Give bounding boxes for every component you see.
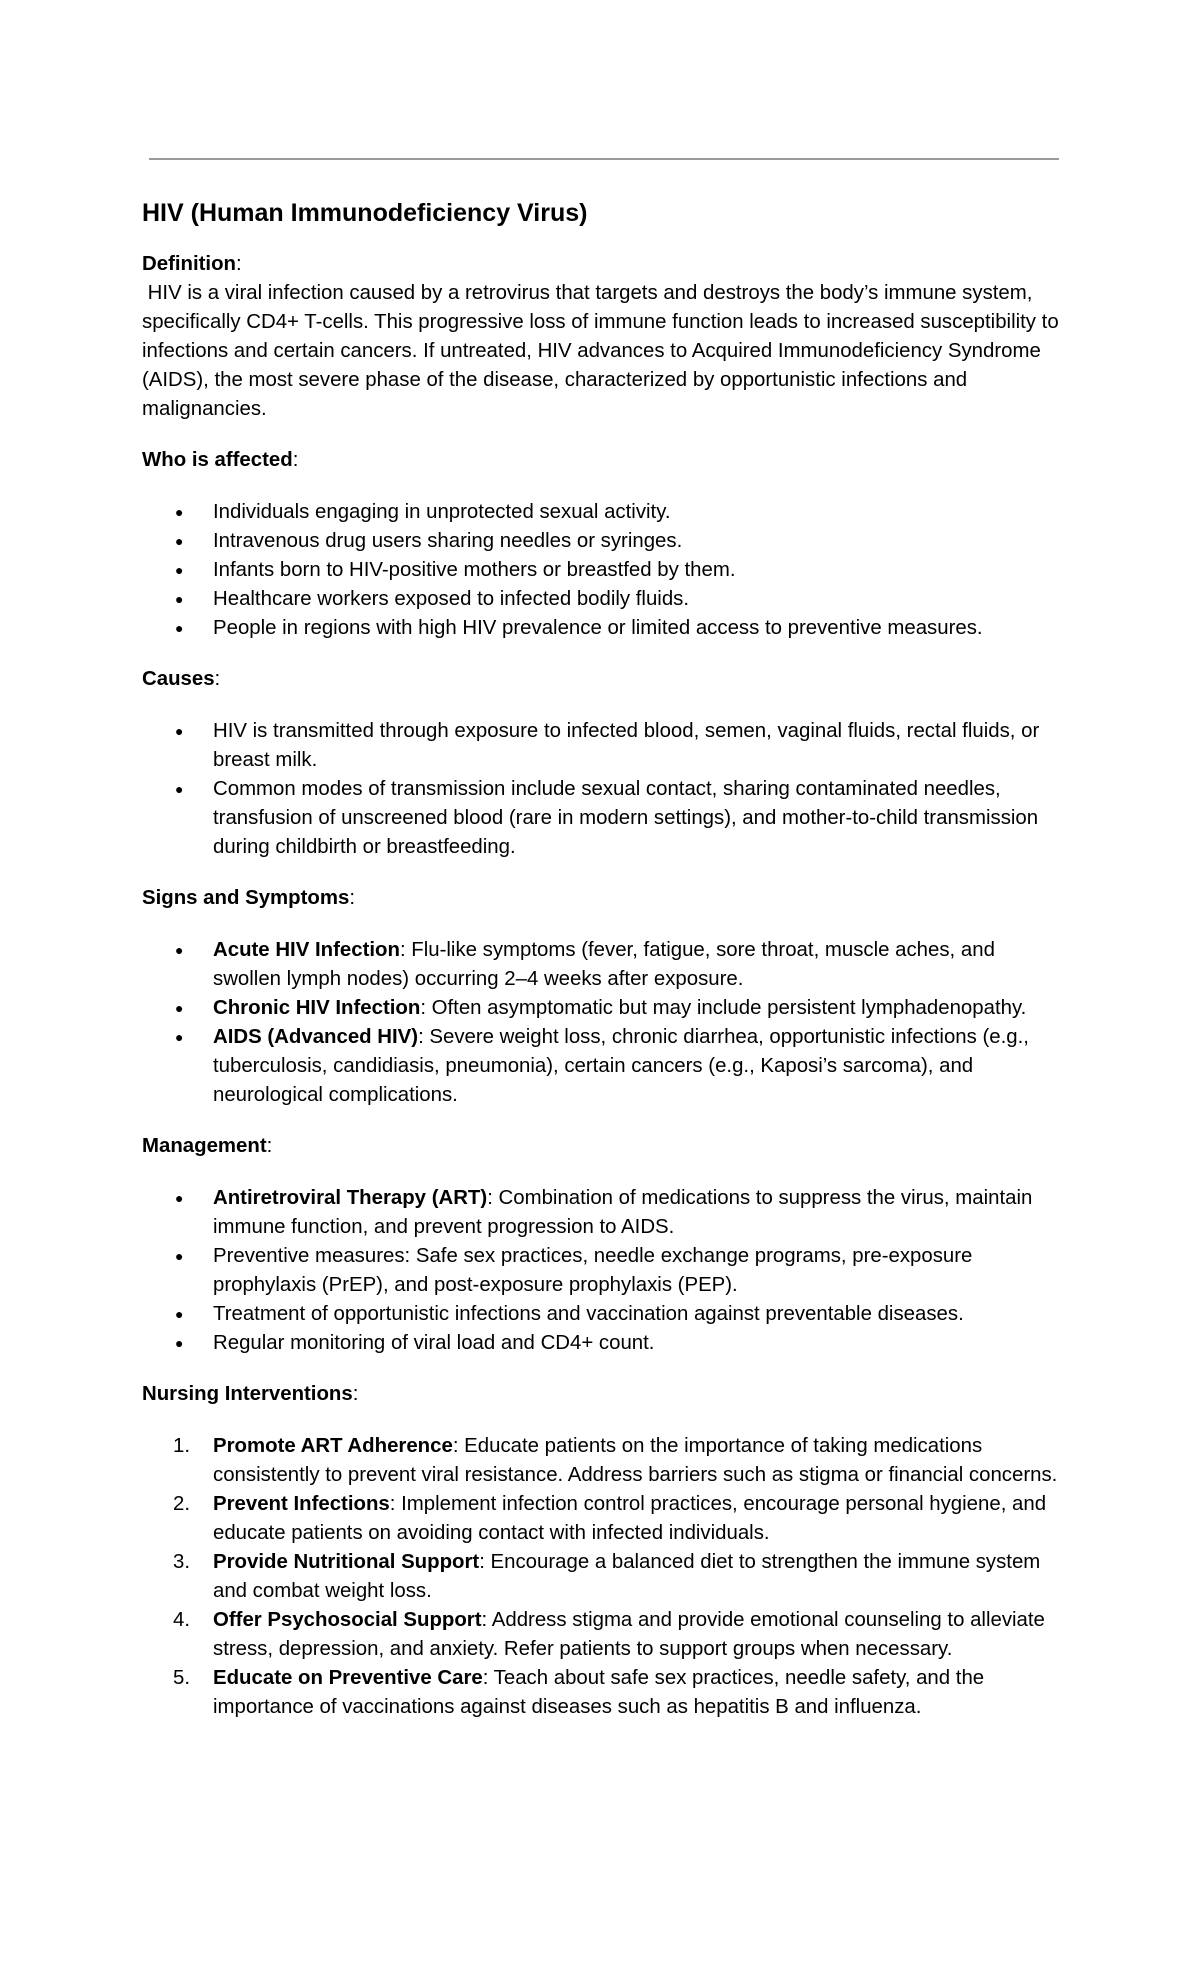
nursing-list bbox=[142, 1432, 1062, 1722]
causes-heading-colon: : bbox=[214, 668, 221, 690]
affected-heading-colon: : bbox=[292, 449, 299, 471]
management-heading-colon: : bbox=[266, 1135, 273, 1157]
list-item: ● Healthcare workers exposed to infected bodily fluids. bbox=[213, 585, 1062, 614]
symptoms-heading bbox=[142, 884, 1062, 913]
affected-heading-label: Who is affected bbox=[142, 449, 293, 471]
symptoms-heading-label: Signs and Symptoms bbox=[142, 887, 350, 909]
horizontal-divider bbox=[149, 158, 1059, 160]
list-item: ● Preventive measures: Safe sex practices, needle exchange programs, pre-exposure prophylaxis (PrEP), and post-exposure prophylaxis (PEP). bbox=[213, 1242, 1062, 1300]
list-number: 5. bbox=[173, 1667, 191, 1689]
symptoms-heading-colon: : bbox=[349, 887, 356, 909]
list-item bbox=[213, 994, 1062, 1023]
management-description: : Combination of medications to suppress the virus, maintain immune function, and prevent progression to AIDS. bbox=[213, 1187, 1033, 1238]
symptoms-list bbox=[142, 936, 1062, 1110]
document-content bbox=[142, 197, 1065, 1722]
causes-heading-label: Causes bbox=[142, 668, 215, 690]
list-item: ● Treatment of opportunistic infections and vaccination against preventable diseases. bbox=[213, 1300, 1062, 1329]
list-item bbox=[213, 1023, 1062, 1110]
symptom-description: : Flu-like symptoms (fever, fatigue, sore throat, muscle aches, and swollen lymph nodes) occurring 2–4 weeks after exposure. bbox=[213, 939, 995, 990]
intervention-term: Offer Psychosocial Support bbox=[213, 1609, 482, 1631]
definition-text: HIV is a viral infection caused by a retrovirus that targets and destroys the body’s immune system, specifically CD4+ T-cells. This progressive loss of immune function leads to increased susceptibility to infections and certain cancers. If untreated, HIV advances to Acquired Immunodeficiency Syndrome (AIDS), the most severe phase of the disease, characterized by opportunistic infections and malignancies. bbox=[142, 282, 1065, 420]
intervention-description: : Encourage a balanced diet to strengthen the immune system and combat weight loss. bbox=[213, 1551, 1041, 1602]
list-number: 2. bbox=[173, 1493, 191, 1515]
intervention-description: : Implement infection control practices, encourage personal hygiene, and educate patients on avoiding contact with infected individuals. bbox=[213, 1493, 1047, 1544]
list-number: 3. bbox=[173, 1551, 191, 1573]
list-number: 1. bbox=[173, 1435, 191, 1457]
causes-list bbox=[142, 717, 1062, 862]
management-list bbox=[142, 1184, 1062, 1358]
list-item: ● Regular monitoring of viral load and CD4+ count. bbox=[213, 1329, 1062, 1358]
intervention-term: Educate on Preventive Care bbox=[213, 1667, 483, 1689]
list-item bbox=[173, 1432, 1062, 1490]
nursing-heading-colon: : bbox=[352, 1383, 359, 1405]
list-number: 4. bbox=[173, 1609, 191, 1631]
list-item bbox=[173, 1664, 1062, 1722]
page-title: HIV (Human Immunodeficiency Virus) bbox=[142, 199, 588, 227]
list-item bbox=[173, 1606, 1062, 1664]
list-item: ● Infants born to HIV-positive mothers or breastfed by them. bbox=[213, 556, 1062, 585]
nursing-heading-label: Nursing Interventions bbox=[142, 1383, 353, 1405]
intervention-description: : Educate patients on the importance of taking medications consistently to prevent viral resistance. Address barriers such as stigma or financial concerns. bbox=[213, 1435, 1058, 1486]
list-item bbox=[173, 1548, 1062, 1606]
definition-heading-label: Definition bbox=[142, 253, 237, 275]
intervention-description: : Address stigma and provide emotional counseling to alleviate stress, depression, and anxiety. Refer patients to support groups when necessary. bbox=[213, 1609, 1045, 1660]
intervention-term: Prevent Infections bbox=[213, 1493, 390, 1515]
affected-list bbox=[142, 498, 1062, 643]
symptom-term: Chronic HIV Infection bbox=[213, 997, 421, 1019]
list-item: ● HIV is transmitted through exposure to infected blood, semen, vaginal fluids, rectal fluids, or breast milk. bbox=[213, 717, 1062, 775]
definition-heading bbox=[142, 250, 1062, 279]
list-item: ● People in regions with high HIV prevalence or limited access to preventive measures. bbox=[213, 614, 1062, 643]
causes-heading bbox=[142, 665, 1062, 694]
intervention-term: Provide Nutritional Support bbox=[213, 1551, 480, 1573]
definition-heading-colon: : bbox=[236, 253, 242, 275]
symptom-description: : Often asymptomatic but may include persistent lymphadenopathy. bbox=[420, 997, 1027, 1019]
symptom-term: Acute HIV Infection bbox=[213, 939, 400, 961]
list-item: ● Intravenous drug users sharing needles or syringes. bbox=[213, 527, 1062, 556]
management-heading-label: Management bbox=[142, 1135, 267, 1157]
list-item bbox=[213, 1184, 1062, 1242]
symptom-term: AIDS (Advanced HIV) bbox=[213, 1026, 419, 1048]
management-term: Antiretroviral Therapy (ART) bbox=[213, 1187, 488, 1209]
list-item: ● Common modes of transmission include sexual contact, sharing contaminated needles, transfusion of unscreened blood (rare in modern settings), and mother-to-child transmission during childbirth or breastfeeding. bbox=[213, 775, 1062, 862]
intervention-term: Promote ART Adherence bbox=[213, 1435, 453, 1457]
nursing-heading bbox=[142, 1380, 1062, 1409]
management-heading bbox=[142, 1132, 1062, 1161]
symptom-description: : Severe weight loss, chronic diarrhea, opportunistic infections (e.g., tuberculosis, candidiasis, pneumonia), certain cancers (e.g., Kaposi’s sarcoma), and neurological complications. bbox=[213, 1026, 1029, 1106]
intervention-description: : Teach about safe sex practices, needle safety, and the importance of vaccinations against diseases such as hepatitis B and influenza. bbox=[213, 1667, 985, 1718]
list-item bbox=[173, 1490, 1062, 1548]
list-item bbox=[213, 936, 1062, 994]
list-item: ● Individuals engaging in unprotected sexual activity. bbox=[213, 498, 1062, 527]
affected-heading bbox=[142, 446, 1062, 475]
